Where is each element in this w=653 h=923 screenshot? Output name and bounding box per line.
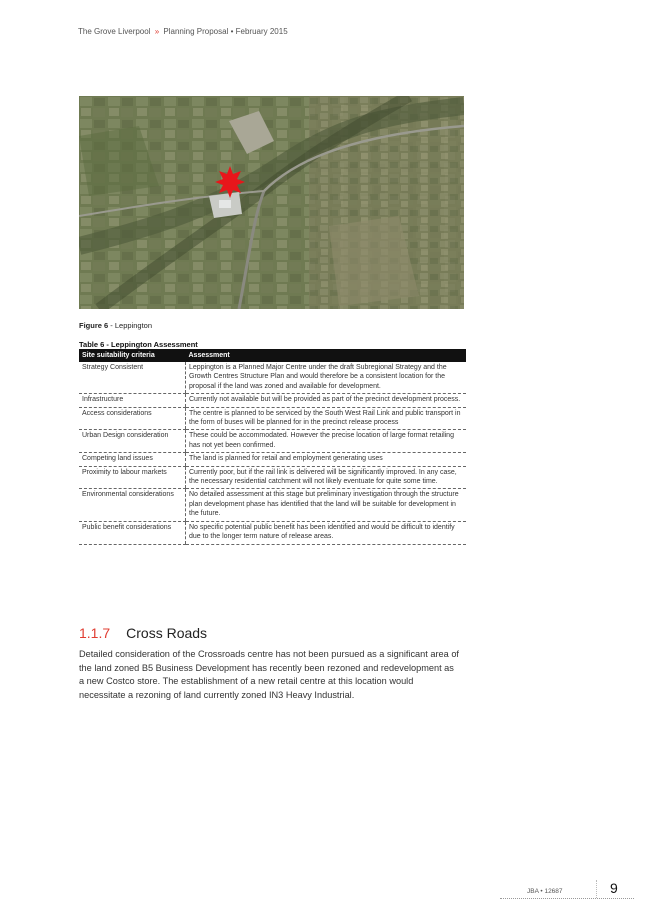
- section-number: 1.1.7: [79, 625, 111, 641]
- running-header: [78, 27, 288, 36]
- column-header-assessment: Assessment: [186, 349, 467, 362]
- page-number: 9: [610, 880, 618, 896]
- figure-caption: [79, 321, 152, 330]
- header-dot: •: [230, 27, 234, 36]
- table-caption: [79, 340, 198, 349]
- header-subtitle: Planning Proposal: [163, 27, 229, 36]
- table-row: [79, 521, 466, 544]
- criteria-cell: Strategy Consistent: [79, 362, 186, 394]
- criteria-cell: Proximity to labour markets: [79, 466, 186, 489]
- aerial-photo: [79, 96, 464, 309]
- figure-label: Figure 6: [79, 321, 109, 330]
- header-date: February 2015: [235, 27, 288, 36]
- footer-rule: [500, 898, 634, 899]
- criteria-cell: Urban Design consideration: [79, 430, 186, 453]
- assessment-cell: No detailed assessment at this stage but preliminary investigation through the structure plan development phase has identified that the land will be suitable for development in the future.: [186, 489, 467, 521]
- criteria-cell: Environmental considerations: [79, 489, 186, 521]
- table-row: [79, 453, 466, 466]
- header-project: The Grove Liverpool: [78, 27, 151, 36]
- assessment-cell: Currently not available but will be provided as part of the precinct development process.: [186, 394, 467, 407]
- assessment-cell: The centre is planned to be serviced by the South West Rail Link and public transport in the form of buses will be planned for in the precinct release process: [186, 407, 467, 430]
- assessment-cell: Currently poor, but if the rail link is delivered will be significantly improved. In any case, the necessary residential catchment will not likely eventuate for quite some time.: [186, 466, 467, 489]
- assessment-cell: Leppington is a Planned Major Centre under the draft Subregional Strategy and the Growth Centres Structure Plan and would therefore be a consistent location for the proposal if the land was zoned and available for development.: [186, 362, 467, 394]
- table-row: [79, 362, 466, 394]
- assessment-table: [79, 349, 466, 545]
- table-dash: -: [106, 340, 109, 349]
- assessment-cell: These could be accommodated. However the precise location of large format retailing has not yet been confirmed.: [186, 430, 467, 453]
- table-label: Table 6: [79, 340, 105, 349]
- footer-divider: [596, 880, 597, 898]
- column-header-criteria: Site suitability criteria: [79, 349, 186, 362]
- table-row: [79, 489, 466, 521]
- criteria-cell: Access considerations: [79, 407, 186, 430]
- section-title: Cross Roads: [126, 625, 208, 641]
- table-row: [79, 430, 466, 453]
- table-title: Leppington Assessment: [110, 340, 198, 349]
- figure-title: Leppington: [114, 321, 152, 330]
- section-heading: [79, 625, 207, 641]
- table-row: [79, 394, 466, 407]
- criteria-cell: Public benefit considerations: [79, 521, 186, 544]
- table-row: [79, 466, 466, 489]
- header-separator: »: [154, 27, 160, 36]
- assessment-cell: The land is planned for retail and employment generating uses: [186, 453, 467, 466]
- table-header-row: [79, 349, 466, 362]
- criteria-cell: Infrastructure: [79, 394, 186, 407]
- footer-reference: JBA • 12687: [527, 888, 563, 895]
- section-body: Detailed consideration of the Crossroads centre has not been pursued as a significant area of the land zoned B5 Business Development has recently been rezoned and redevelopment as a new Costco store. The establishment of a new retail centre at this location would necessitate a rezoning of land currently zoned IN3 Heavy Industrial.: [79, 649, 459, 700]
- figure-dash: -: [110, 321, 113, 330]
- criteria-cell: Competing land issues: [79, 453, 186, 466]
- table-row: [79, 407, 466, 430]
- assessment-cell: No specific potential public benefit has been identified and would be difficult to identify due to the longer term nature of release areas.: [186, 521, 467, 544]
